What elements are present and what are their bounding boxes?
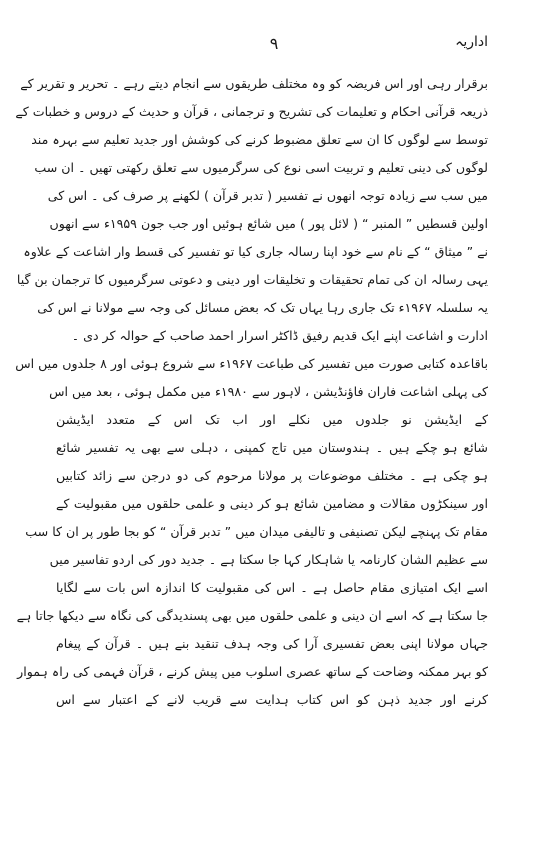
text-line: کی پہلی اشاعت فاران فاؤنڈیشن ، لاہور سے ۱۹۸۰ء میں مکمل ہوئی ، بعد میں اس	[49, 384, 488, 399]
text-line: کو بہر ممکنہ وضاحت کے ساتھ عصری اسلوب میں پیش کرنے ، قرآن فہمی کی راہ ہموار	[17, 664, 488, 679]
text-line: ذریعہ قرآنی احکام و تعلیمات کی تشریح و ترجمانی ، قرآن و حدیث کے دروس و خطبات کے	[15, 104, 488, 119]
text-line: ہو چکی ہے ۔ مختلف موضوعات پر مولانا مرحوم کی دو درجن سے زائد کتابیں	[56, 468, 488, 483]
text-line: توسط سے لوگوں کا ان سے تعلق مضبوط کرنے کی کوشش اور جدید تعلیم سے بہرہ مند	[31, 132, 488, 147]
text-line: نے ” میثاق “ کے نام سے خود اپنا رسالہ جاری کیا تو تفسیر کی قسط وار اشاعت کے علاوہ	[23, 244, 488, 259]
text-line: باقاعدہ کتابی صورت میں تفسیر کی طباعت ۱۹۶۷ء سے شروع ہوئی اور ۸ جلدوں میں اس	[15, 356, 488, 371]
text-line: کے ایڈیشن نو جلدوں میں نکلے اور اب تک اس کے متعدد ایڈیشن	[56, 412, 488, 427]
text-line: جا سکتا ہے کہ اسے ان دینی و علمی حلقوں میں بھی پسندیدگی کی نگاہ سے دیکھا جاتا ہے	[16, 608, 488, 623]
text-line: اولین قسطیں ” المنبر “ ( لائل پور ) میں شائع ہوئیں اور جب جون ۱۹۵۹ء سے انھوں	[49, 216, 488, 231]
text-line: جہاں مولانا اپنی بعض تفسیری آرا کی وجہ ہدف تنقید بنے ہیں ۔ قرآن کے پیغام	[56, 636, 488, 651]
text-line: اور سینکڑوں مقالات و مضامین شائع ہو کر دینی و علمی حلقوں میں مقبولیت کے	[56, 496, 488, 511]
text-line: شائع ہو چکے ہیں ۔ ہندوستان میں تاج کمپنی ، دہلی سے بھی یہ تفسیر شائع	[56, 440, 488, 455]
text-line: مقام تک پہنچے لیکن تصنیفی و تالیفی میدان میں ” تدبر قرآن “ کو بجا طور پر ان کا سب	[25, 524, 488, 539]
page-header	[60, 34, 488, 60]
body-text	[15, 70, 488, 714]
text-line: اسے ایک امتیازی مقام حاصل ہے ۔ اس کی مقبولیت کا اندازہ اس بات سے لگایا	[56, 580, 488, 595]
text-line: ادارت و اشاعت اپنے ایک قدیم رفیق ڈاکٹر اسرار احمد صاحب کے حوالہ کر دی ۔	[71, 328, 488, 343]
text-line: میں سب سے زیادہ توجہ انھوں نے تفسیر ( تدبر قرآن ) لکھنے پر صرف کی ۔ اس کی	[47, 188, 488, 203]
running-head: اداریہ	[455, 34, 488, 50]
text-line: یہ سلسلہ ۱۹۶۷ء تک جاری رہا یہاں تک کہ بعض مسائل کی وجہ سے مولانا نے اس کی	[37, 300, 488, 315]
text-line: یہی رسالہ ان کی تمام تحقیقات و تخلیقات اور دینی و دعوتی سرگرمیوں کا ترجمان بن گیا	[16, 272, 488, 287]
text-line: برقرار رہی اور اس فریضہ کو وہ مختلف طریقوں سے انجام دیتے رہے ۔ تحریر و تقریر کے	[20, 76, 488, 91]
text-line: لوگوں کی دینی تعلیم و تربیت اسی نوع کی سرگرمیوں سے تعلق رکھتی تھیں ۔ ان سب	[34, 160, 488, 175]
text-line: کرنے اور جدید ذہن کو اس کتاب ہدایت سے قریب لانے کے اعتبار سے اس	[56, 692, 488, 707]
page-number: ۹	[269, 34, 279, 53]
text-line: سے عظیم الشان کارنامہ یا شاہکار کہا جا سکتا ہے ۔ جدید دور کی اردو تفاسیر میں	[49, 552, 488, 567]
